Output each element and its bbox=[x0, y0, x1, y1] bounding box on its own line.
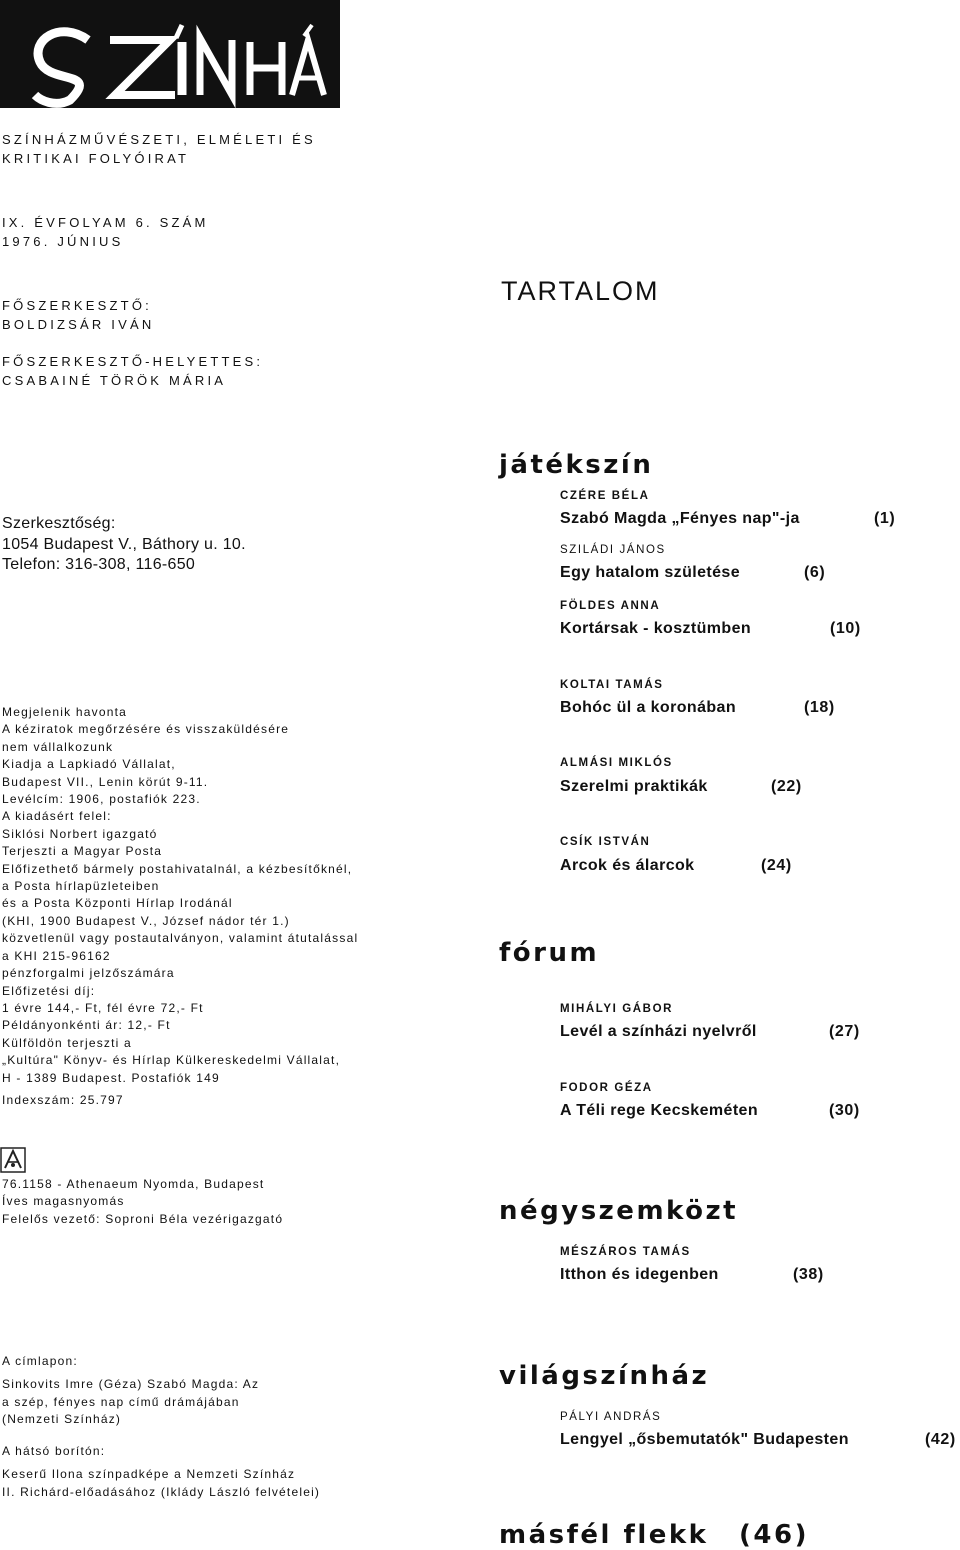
cover-front-line: Sinkovits Imre (Géza) Szabó Magda: Az bbox=[2, 1377, 260, 1392]
cover-back-notes bbox=[2, 1443, 320, 1501]
publisher-line: Kiadja a Lapkiadó Vállalat, bbox=[2, 757, 176, 772]
article-author: FÖLDES ANNA bbox=[560, 600, 661, 612]
article-title[interactable]: A Téli rege Kecskeméten bbox=[560, 1102, 759, 1119]
publisher-line: (KHI, 1900 Budapest V., József nádor tér 1.) bbox=[2, 913, 290, 928]
article-title[interactable]: Levél a színházi nyelvről bbox=[560, 1023, 757, 1040]
publisher-line: pénzforgalmi jelzőszámára bbox=[2, 966, 175, 981]
article-page: (10) bbox=[830, 620, 861, 637]
article-title[interactable]: Szabó Magda „Fényes nap"-ja bbox=[560, 510, 800, 527]
article-author: CSÍK ISTVÁN bbox=[560, 836, 651, 848]
publisher-line: A kiadásért felel: bbox=[2, 809, 112, 824]
publisher-line: Terjeszti a Magyar Posta bbox=[2, 844, 163, 859]
printer-line: 76.1158 - Athenaeum Nyomda, Budapest bbox=[2, 1177, 265, 1191]
article-page: (42) bbox=[925, 1431, 956, 1448]
article-title[interactable]: Lengyel „ősbemutatók" Budapesten bbox=[560, 1431, 849, 1448]
article-title[interactable]: Kortársak - kosztümben bbox=[560, 620, 752, 637]
deputy-editor-label: FŐSZERKESZTŐ-HELYETTES: bbox=[2, 354, 264, 369]
publisher-line: és a Posta Központi Hírlap Irodánál bbox=[2, 896, 233, 911]
article-author: MIHÁLYI GÁBOR bbox=[560, 1003, 674, 1015]
publisher-line: A kéziratok megőrzésére és visszaküldésére bbox=[2, 722, 290, 737]
article-page: (24) bbox=[761, 857, 792, 874]
index-number: Indexszám: 25.797 bbox=[2, 1093, 124, 1107]
article-page: (30) bbox=[829, 1102, 860, 1119]
office-phone: Telefon: 316-308, 116-650 bbox=[2, 556, 196, 573]
section-masfel-flekk-heading: másfél flekk bbox=[499, 1520, 709, 1550]
cover-front-line: (Nemzeti Színház) bbox=[2, 1412, 122, 1427]
editor-name: BOLDIZSÁR IVÁN bbox=[2, 317, 155, 332]
publisher-line: a KHI 215-96162 bbox=[2, 948, 111, 963]
publisher-line: Levélcím: 1906, postafiók 223. bbox=[2, 792, 201, 807]
publisher-line: közvetlenül vagy postautalványon, valamint átutalással bbox=[2, 931, 359, 946]
cover-front-line: a szép, fényes nap című drámájában bbox=[2, 1394, 240, 1409]
section-masfel-flekk-page: (46) bbox=[739, 1520, 809, 1550]
publisher-line: Példányonkénti ár: 12,- Ft bbox=[2, 1018, 171, 1033]
section-vilagszinhaz-heading: világszínház bbox=[499, 1361, 710, 1391]
cover-back-line: II. Richárd-előadásához (Iklády László felvételei) bbox=[2, 1484, 321, 1499]
section-negyszemkozt-heading: négyszemközt bbox=[499, 1196, 739, 1226]
article-author: MÉSZÁROS TAMÁS bbox=[560, 1246, 691, 1258]
article-author: PÁLYI ANDRÁS bbox=[560, 1411, 662, 1423]
printer-info bbox=[2, 1176, 283, 1228]
cover-front-notes bbox=[2, 1353, 259, 1429]
office-label: Szerkesztőség: bbox=[2, 515, 116, 532]
publisher-line: 1 évre 144,- Ft, fél évre 72,- Ft bbox=[2, 1000, 204, 1015]
publisher-line: „Kultúra" Könyv- és Hírlap Külkereskedelmi Vállalat, bbox=[2, 1053, 341, 1068]
article-author: KOLTAI TAMÁS bbox=[560, 679, 664, 691]
article-title[interactable]: Egy hatalom születése bbox=[560, 564, 741, 581]
logo-graphic bbox=[0, 0, 340, 108]
issue-line-1: IX. ÉVFOLYAM 6. SZÁM bbox=[2, 215, 209, 230]
subtitle-line-2: KRITIKAI FOLYÓIRAT bbox=[2, 151, 190, 166]
article-page: (18) bbox=[804, 699, 835, 716]
printer-line: Felelős vezető: Soproni Béla vezérigazgató bbox=[2, 1211, 284, 1226]
article-author: ALMÁSI MIKLÓS bbox=[560, 757, 673, 769]
cover-back-label: A hátsó borítón: bbox=[2, 1444, 106, 1458]
article-author: SZILÁDI JÁNOS bbox=[560, 544, 666, 556]
publisher-line: Budapest VII., Lenin körút 9-11. bbox=[2, 774, 209, 789]
cover-back-line: Keserű Ilona színpadképe a Nemzeti Színház bbox=[2, 1467, 296, 1482]
magazine-logo bbox=[0, 0, 340, 108]
office-address: 1054 Budapest V., Báthory u. 10. bbox=[2, 536, 246, 553]
article-page: (6) bbox=[804, 564, 826, 581]
article-page: (38) bbox=[793, 1266, 824, 1283]
publisher-line: H - 1389 Budapest. Postafiók 149 bbox=[2, 1070, 220, 1085]
publisher-line: Előfizethető bármely postahivatalnál, a kézbesítőknél, bbox=[2, 861, 353, 876]
section-jatekszin-heading: játékszín bbox=[499, 450, 654, 480]
article-page: (27) bbox=[829, 1023, 860, 1040]
article-title[interactable]: Itthon és idegenben bbox=[560, 1266, 719, 1283]
article-page: (22) bbox=[771, 778, 802, 795]
printer-emblem-icon bbox=[0, 1147, 26, 1173]
contents-heading: TARTALOM bbox=[501, 276, 660, 306]
article-author: CZÉRE BÉLA bbox=[560, 490, 650, 502]
editor-label: FŐSZERKESZTŐ: bbox=[2, 298, 152, 313]
issue-line-2: 1976. JÚNIUS bbox=[2, 234, 124, 249]
subtitle-line-1: SZÍNHÁZMŰVÉSZETI, ELMÉLETI ÉS bbox=[2, 132, 316, 147]
publisher-info bbox=[2, 704, 358, 1087]
article-page: (1) bbox=[874, 510, 896, 527]
article-author: FODOR GÉZA bbox=[560, 1082, 653, 1094]
article-title[interactable]: Szerelmi praktikák bbox=[560, 778, 708, 795]
article-title[interactable]: Arcok és álarcok bbox=[560, 857, 695, 874]
section-forum-heading: fórum bbox=[499, 938, 600, 968]
cover-front-label: A címlapon: bbox=[2, 1354, 78, 1368]
publisher-line: Megjelenik havonta bbox=[2, 705, 128, 719]
printer-line: Íves magasnyomás bbox=[2, 1194, 125, 1209]
publisher-line: Siklósi Norbert igazgató bbox=[2, 826, 158, 841]
publisher-line: Előfizetési díj: bbox=[2, 983, 96, 998]
article-title[interactable]: Bohóc ül a koronában bbox=[560, 699, 737, 716]
publisher-line: a Posta hírlapüzleteiben bbox=[2, 879, 160, 894]
publisher-line: Külföldön terjeszti a bbox=[2, 1035, 132, 1050]
deputy-editor-name: CSABAINÉ TÖRÖK MÁRIA bbox=[2, 373, 227, 388]
publisher-line: nem vállalkozunk bbox=[2, 739, 114, 754]
